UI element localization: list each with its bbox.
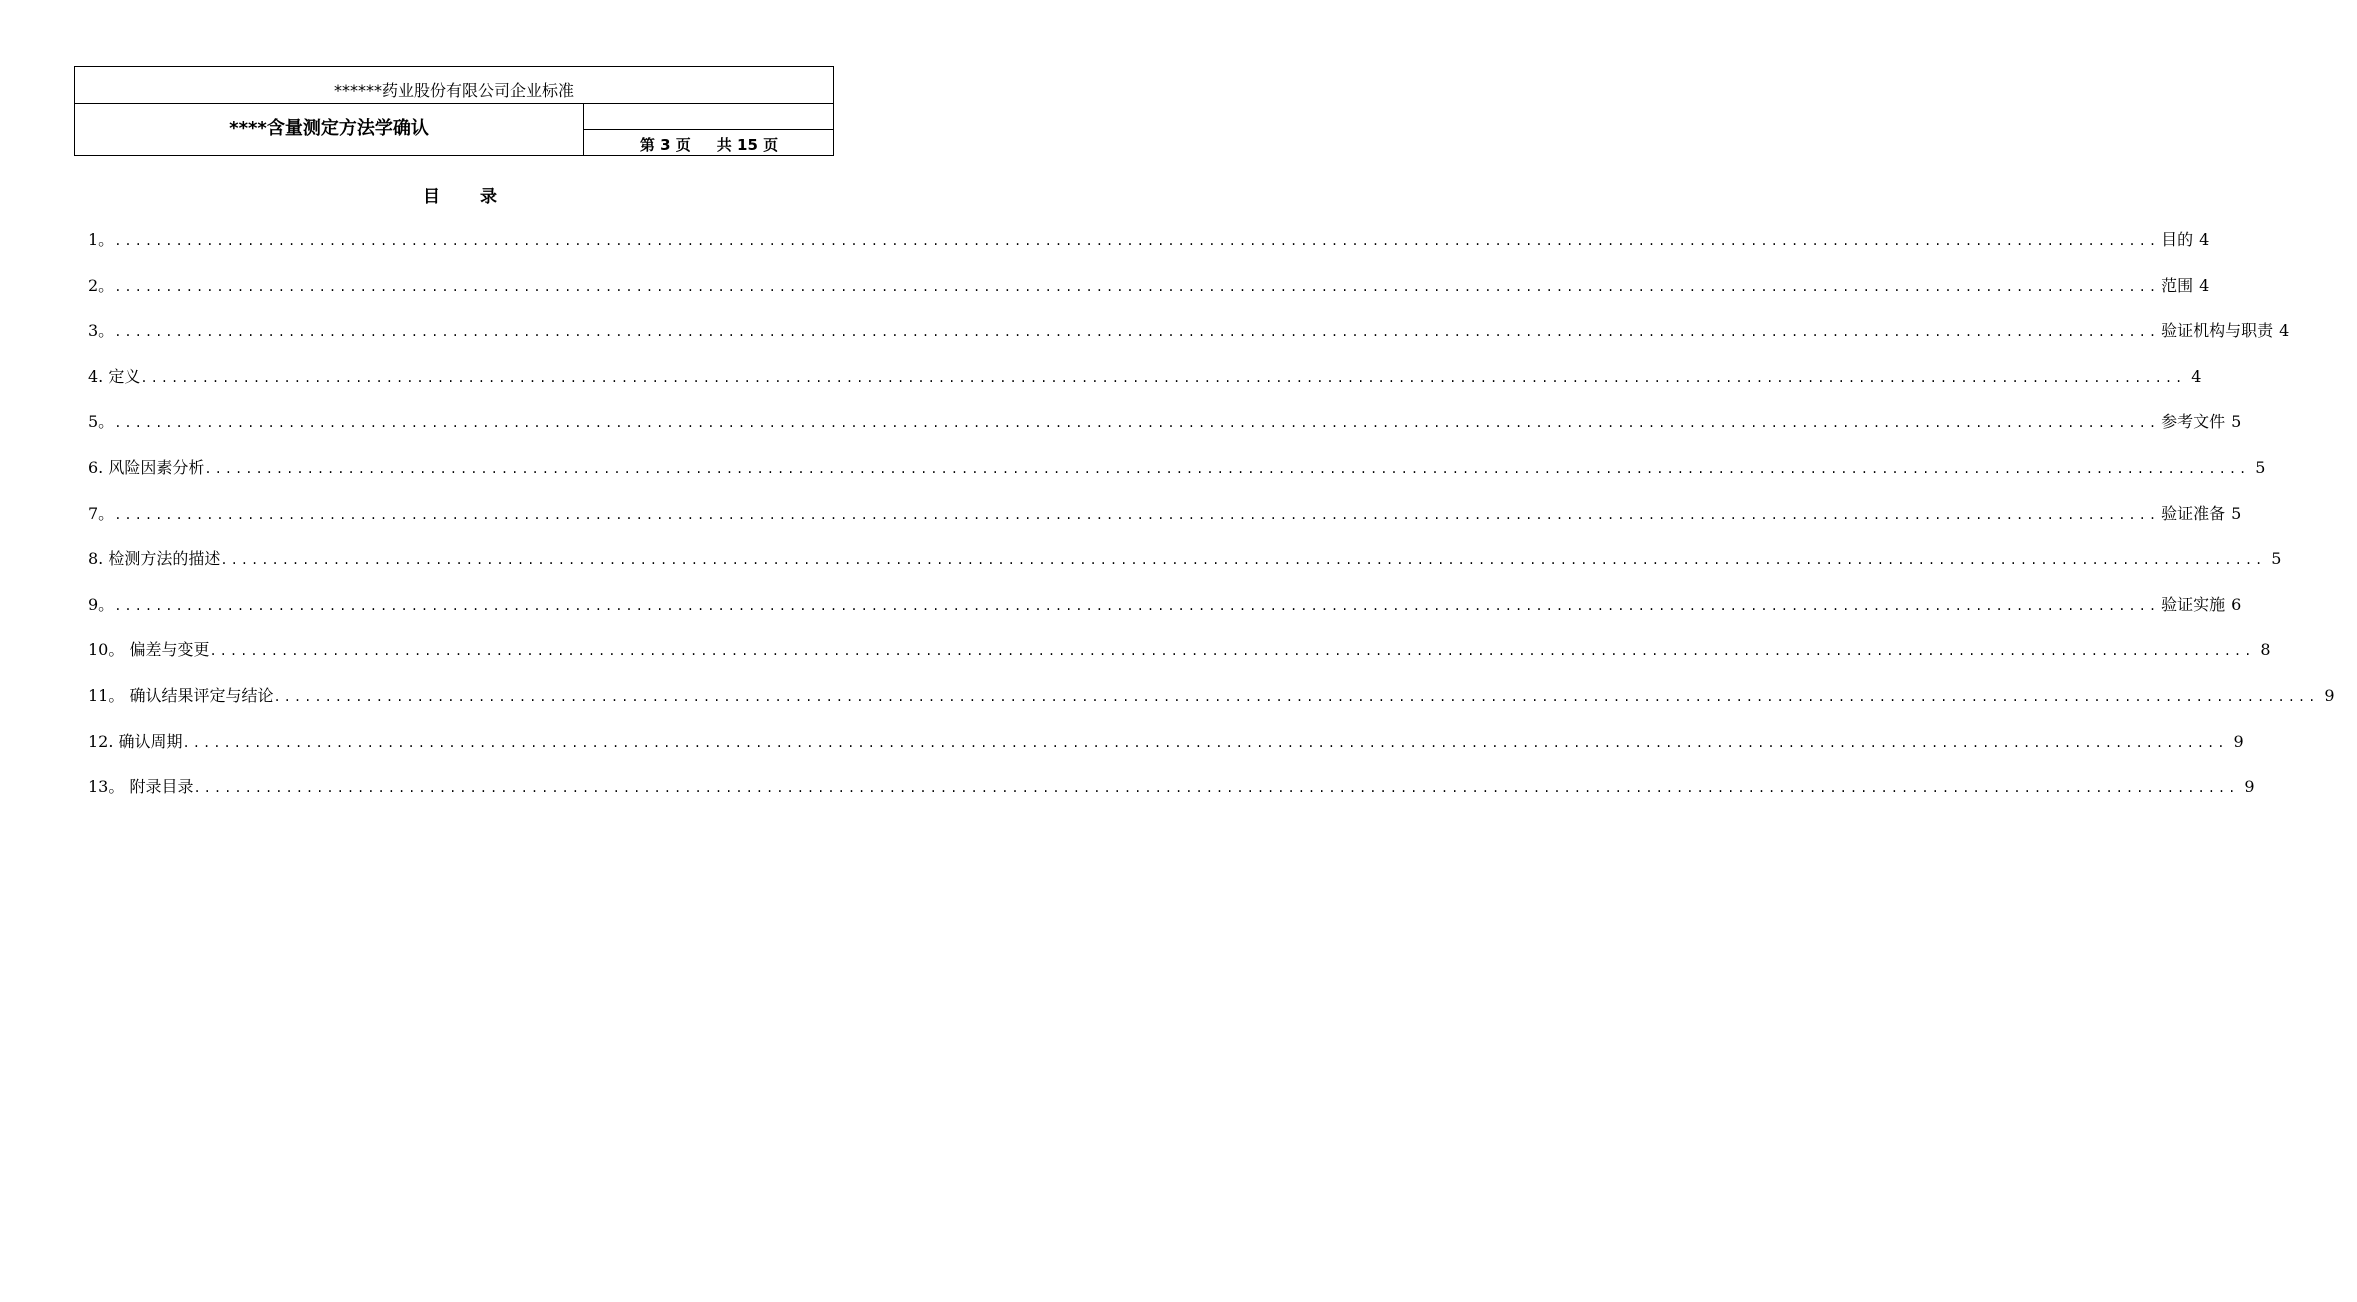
toc-entry[interactable] — [88, 456, 2266, 502]
document-title: ****含量测定方法学确认 — [75, 104, 584, 156]
toc-entry-label: 12. 确认周期 — [88, 731, 183, 751]
toc-leader-dots: ........................................................................................................................................................................................................ — [114, 598, 2160, 613]
toc-entry-page: 4 — [2199, 275, 2210, 295]
toc-entry-title: 范围 — [2161, 275, 2194, 295]
toc-entry-page: 5 — [2231, 503, 2242, 523]
toc-entry-title: 验证实施 — [2161, 594, 2226, 614]
toc-entry-label: 8. 检测方法的描述 — [88, 549, 221, 569]
toc-heading-left: 目 — [423, 187, 440, 207]
toc-leader-dots: ........................................................................................................................................................................................................ — [114, 325, 2160, 340]
current-page: 第 3 页 — [639, 136, 691, 154]
toc-leader-dots: ........................................................................................................................................................................................................ — [114, 279, 2160, 294]
company-standard: ******药业股份有限公司企业标准 — [75, 67, 833, 104]
toc-entry-page: 4 — [2279, 321, 2290, 341]
toc-entry-page: 5 — [2231, 412, 2242, 432]
toc-entry-label: 1。 — [88, 230, 115, 249]
toc-entry[interactable] — [88, 319, 2290, 365]
toc-entry-page: 5 — [2271, 549, 2282, 569]
toc-entry-page: 9 — [2324, 685, 2335, 705]
toc-heading — [0, 182, 920, 207]
toc-entry-title: 参考文件 — [2161, 412, 2226, 432]
toc-entry[interactable] — [88, 593, 2242, 639]
toc-entry-label: 10。 偏差与变更 — [88, 640, 210, 660]
toc-entry-page: 6 — [2231, 594, 2242, 614]
toc-entry-title: 验证准备 — [2161, 503, 2226, 523]
document-header — [74, 66, 834, 156]
toc-leader-dots: ........................................................................................................................................................................................................ — [114, 416, 2160, 431]
toc-heading-right: 录 — [480, 187, 497, 207]
toc-entry-title: 验证机构与职责 — [2161, 321, 2274, 341]
toc-entry-page: 9 — [2244, 777, 2255, 797]
toc-leader-dots: ........................................................................................................................................................................................................ — [193, 781, 2239, 796]
toc-entry-page: 5 — [2255, 457, 2266, 477]
toc-entry-page: 8 — [2260, 640, 2271, 660]
toc-leader-dots: ........................................................................................................................................................................................................ — [114, 507, 2160, 522]
toc-leader-dots: ........................................................................................................................................................................................................ — [140, 370, 2186, 385]
toc-entry[interactable] — [88, 502, 2242, 548]
toc-entry[interactable] — [88, 547, 2282, 593]
toc-entry[interactable] — [88, 228, 2210, 274]
toc-entry[interactable] — [88, 684, 2335, 730]
toc-entry[interactable] — [88, 365, 2202, 411]
toc-entry-label: 13。 附录目录 — [88, 777, 194, 797]
toc-leader-dots: ........................................................................................................................................................................................................ — [114, 234, 2160, 248]
toc-leader-dots: ........................................................................................................................................................................................................ — [209, 644, 2255, 659]
toc-entry-label: 3。 — [88, 321, 115, 341]
toc-entry-page: 4 — [2199, 230, 2210, 249]
toc-entry-page: 9 — [2233, 731, 2244, 751]
toc-leader-dots: ........................................................................................................................................................................................................ — [204, 461, 2250, 476]
toc-entry-label: 7。 — [88, 503, 115, 523]
toc-entry-label: 11。 确认结果评定与结论 — [88, 685, 274, 705]
toc-leader-dots: ........................................................................................................................................................................................................ — [182, 735, 2228, 750]
toc-entry-title: 目的 — [2161, 230, 2194, 249]
toc-entry[interactable] — [88, 410, 2242, 456]
toc-entry-label: 5。 — [88, 412, 115, 432]
total-pages: 共 15 页 — [716, 136, 779, 154]
toc-entry[interactable] — [88, 274, 2210, 320]
toc-entry-label: 4. 定义 — [88, 366, 141, 386]
page-indicator — [584, 130, 834, 156]
toc-entry-page: 4 — [2191, 366, 2202, 386]
toc-entry[interactable] — [88, 730, 2244, 776]
toc-entry[interactable] — [88, 638, 2271, 684]
toc-entry-label: 2。 — [88, 275, 115, 295]
toc-entry[interactable] — [88, 775, 2255, 821]
toc-entry-label: 9。 — [88, 594, 115, 614]
table-of-contents — [88, 228, 2335, 821]
header-blank-cell — [584, 104, 834, 130]
toc-entry-label: 6. 风险因素分析 — [88, 457, 205, 477]
toc-leader-dots: ........................................................................................................................................................................................................ — [273, 689, 2319, 704]
toc-leader-dots: ........................................................................................................................................................................................................ — [220, 553, 2266, 568]
